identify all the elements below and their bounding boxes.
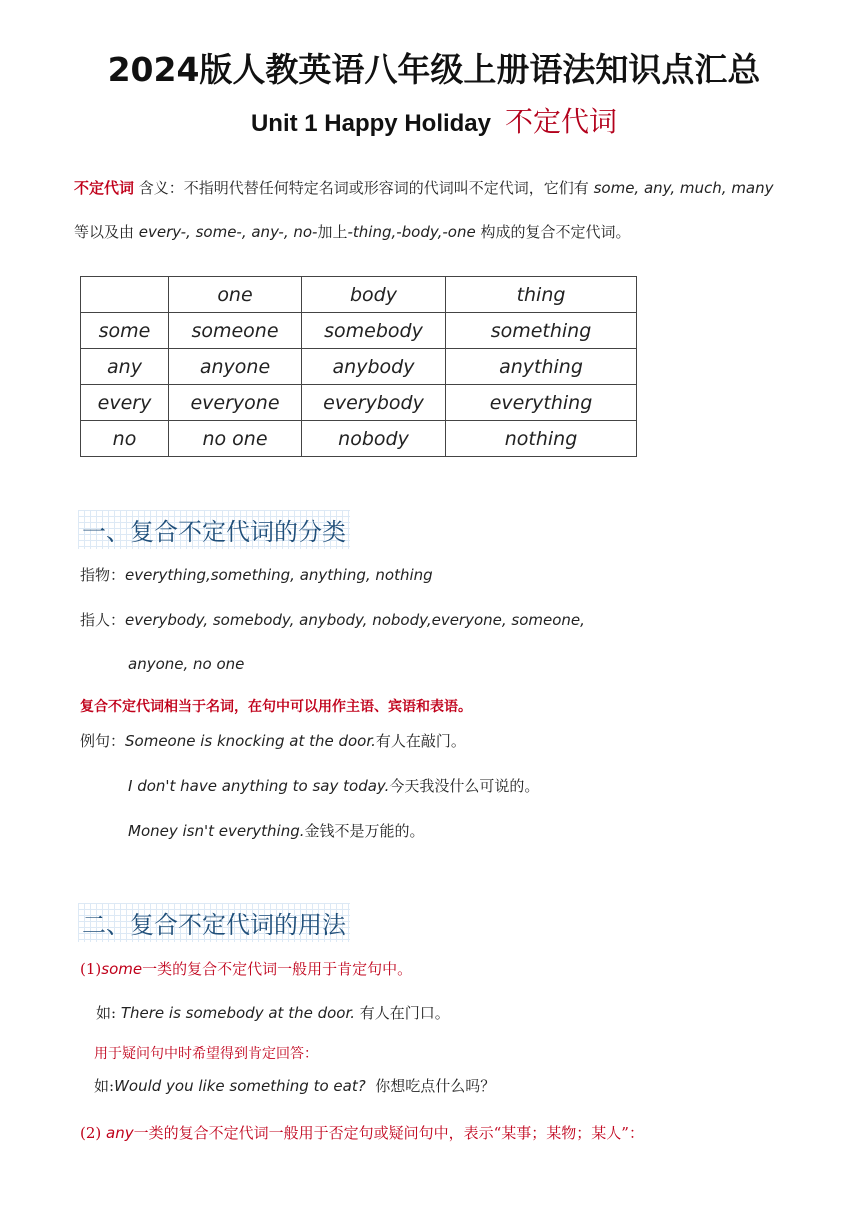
people-label: 指人： xyxy=(80,611,126,629)
example-1-en: Someone is knocking at the door. xyxy=(125,732,376,750)
table-row xyxy=(81,313,637,349)
table-cell: no one xyxy=(169,421,302,457)
table-cell: anyone xyxy=(169,349,302,385)
table-cell: everyone xyxy=(169,385,302,421)
table-cell: somebody xyxy=(302,313,446,349)
people-list-cont: anyone, no one xyxy=(128,655,245,673)
example-3-en: Money isn't everything. xyxy=(128,822,305,840)
intro-paragraph xyxy=(74,166,782,254)
usage-1-note: 用于疑问句中时希望得到肯定回答： xyxy=(94,1046,318,1062)
table-cell: any xyxy=(81,349,169,385)
usage-1-num: (1) xyxy=(80,960,102,978)
page-title: 2024版人教英语八年级上册语法知识点汇总 xyxy=(107,50,761,89)
things-label: 指物： xyxy=(80,566,126,584)
usage-1-example-en: There is somebody at the door. xyxy=(120,1004,356,1022)
things-list: everything,something, anything, nothing xyxy=(125,566,433,584)
usage-1-text: 一类的复合不定代词一般用于肯定句中。 xyxy=(142,960,413,978)
table-header-row xyxy=(81,277,637,313)
table-cell: some xyxy=(81,313,169,349)
example-1 xyxy=(80,730,466,751)
people-line xyxy=(80,609,585,630)
table-row xyxy=(81,421,637,457)
usage-1-example xyxy=(96,1002,450,1023)
usage-2-num: (2) xyxy=(80,1124,102,1142)
pronoun-table xyxy=(80,276,637,457)
example-label: 例句： xyxy=(80,732,126,750)
table-cell: anything xyxy=(446,349,637,385)
table-cell: no xyxy=(81,421,169,457)
table-cell: anybody xyxy=(302,349,446,385)
intro-term: 不定代词 xyxy=(74,179,135,197)
usage-1-example-label: 如: xyxy=(96,1004,117,1022)
people-line-cont xyxy=(128,655,244,673)
usage-1-example-zh: 有人在门口。 xyxy=(359,1004,450,1022)
unit-subtitle xyxy=(0,100,868,140)
topic-name: 不定代词 xyxy=(505,105,618,138)
intro-examples-3: -thing,-body,-one xyxy=(347,223,476,241)
table-row xyxy=(81,349,637,385)
example-2-zh: 今天我没什么可说的。 xyxy=(389,777,540,795)
people-list: everybody, somebody, anybody, nobody,everyone, someone, xyxy=(125,611,585,629)
table-cell: everything xyxy=(446,385,637,421)
intro-text-1: 含义：不指明代替任何特定名词或形容词的代词叫不定代词，它们有 xyxy=(138,179,589,197)
usage-2 xyxy=(80,1122,644,1143)
table-cell: thing xyxy=(446,277,637,313)
table-cell: nothing xyxy=(446,421,637,457)
rule-text: 复合不定代词相当于名词，在句中可以用作主语、宾语和表语。 xyxy=(80,699,472,715)
usage-1-example-2-en: Would you like something to eat? xyxy=(114,1077,366,1095)
usage-1-example-2-zh: 你想吃点什么吗？ xyxy=(375,1077,496,1095)
usage-2-text: 一类的复合不定代词一般用于否定句或疑问句中，表示“某事；某物；某人”： xyxy=(133,1124,644,1142)
intro-text-3: 加上 xyxy=(317,223,348,241)
usage-1 xyxy=(80,958,412,979)
intro-examples-1: some, any, much, many xyxy=(593,179,774,197)
intro-text-2: 等以及由 xyxy=(74,223,135,241)
section2-heading: 二、复合不定代词的用法 xyxy=(78,903,350,942)
example-3 xyxy=(128,820,425,841)
table-cell: someone xyxy=(169,313,302,349)
example-2 xyxy=(128,775,539,796)
table-cell xyxy=(81,277,169,313)
table-cell: one xyxy=(169,277,302,313)
usage-1-example-2-label: 如: xyxy=(94,1077,115,1095)
table-cell: everybody xyxy=(302,385,446,421)
usage-1-word: some xyxy=(101,960,143,978)
table-cell: body xyxy=(302,277,446,313)
unit-name: Unit 1 Happy Holiday xyxy=(250,110,492,137)
table-row xyxy=(81,385,637,421)
example-1-zh: 有人在敲门。 xyxy=(375,732,466,750)
intro-text-4: 构成的复合不定代词。 xyxy=(480,223,631,241)
table-cell: nobody xyxy=(302,421,446,457)
intro-examples-2: every-, some-, any-, no- xyxy=(138,223,318,241)
table-cell: something xyxy=(446,313,637,349)
example-2-en: I don't have anything to say today. xyxy=(128,777,390,795)
usage-1-example-2 xyxy=(94,1075,495,1096)
section1-heading: 一、复合不定代词的分类 xyxy=(78,510,350,549)
table-cell: every xyxy=(81,385,169,421)
example-3-zh: 金钱不是万能的。 xyxy=(304,822,425,840)
usage-2-word: any xyxy=(106,1124,134,1142)
things-line xyxy=(80,564,433,585)
